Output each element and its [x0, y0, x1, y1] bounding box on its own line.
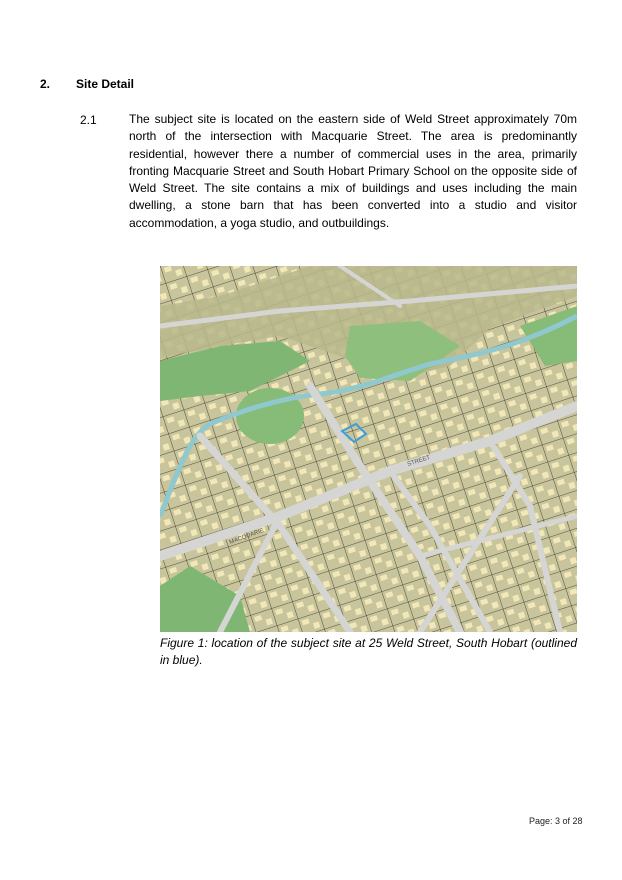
location-map: [160, 266, 577, 632]
figure-caption: Figure 1: location of the subject site at 25 Weld Street, South Hobart (outlined in blue).: [160, 636, 577, 667]
page-number: Page: 3 of 28: [529, 816, 583, 826]
map-label-macquarie: MACQUARIE: [228, 527, 265, 546]
section-number: 2.: [40, 77, 51, 91]
paragraph-number: 2.1: [80, 113, 97, 127]
paragraph-text: The subject site is located on the eastern side of Weld Street approximately 70m north of the intersection with Macquarie Street. The area is predominantly residential, however there a number of commercial uses in the area, primarily fronting Macquarie Street and South Hobart Primary School on the opposite side of Weld Street. The site contains a mix of buildings and uses including the main dwelling, a stone barn that has been converted into a studio and visitor accommodation, a yoga studio, and outbuildings.: [129, 112, 577, 230]
section-title: Site Detail: [76, 77, 135, 91]
section-heading: [40, 77, 134, 91]
map-label-street: STREET: [406, 454, 432, 468]
